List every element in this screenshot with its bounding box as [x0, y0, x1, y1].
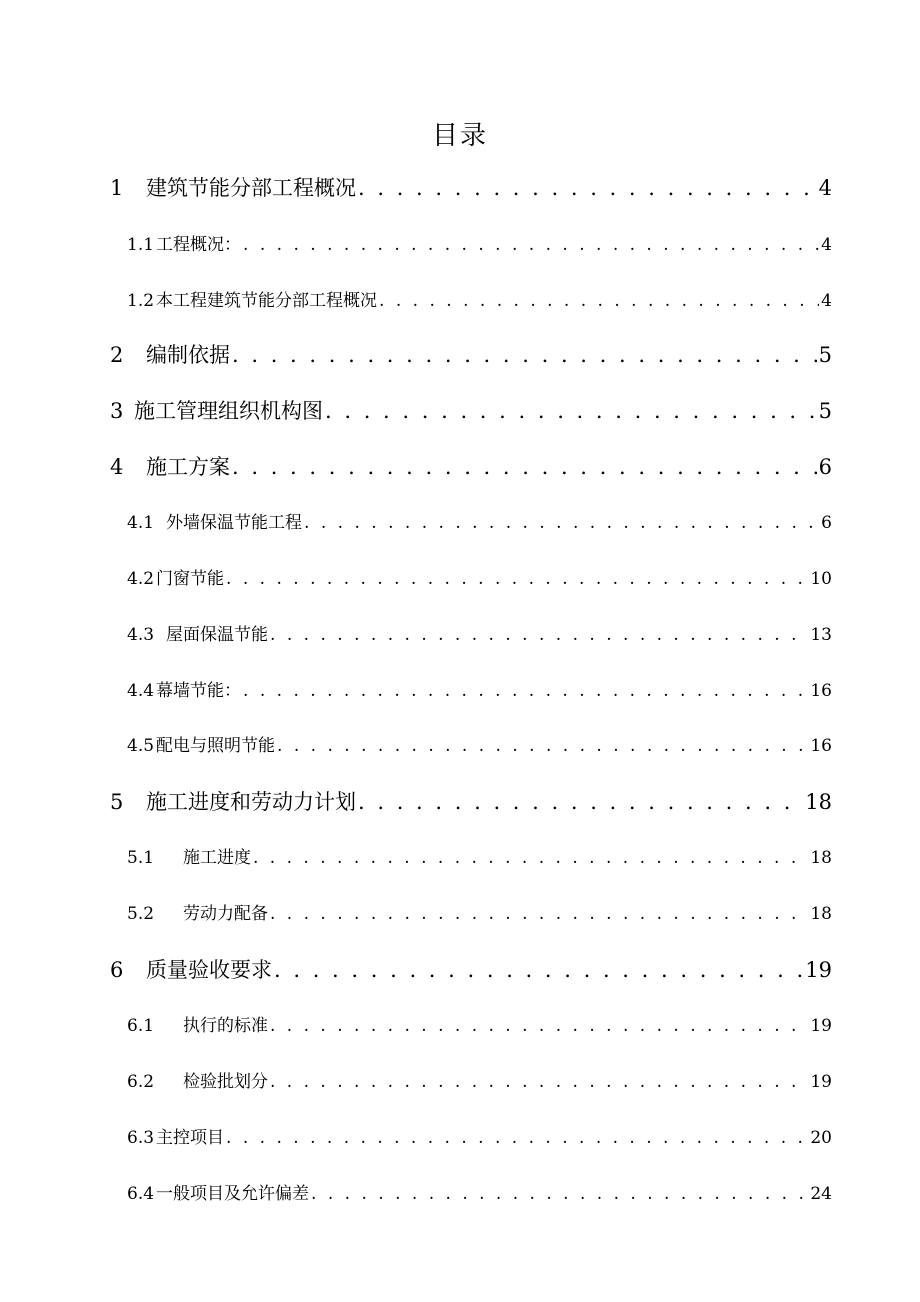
toc-entry-text: 施工管理组织机构图: [134, 399, 323, 423]
toc-leader-dots: [270, 1072, 808, 1092]
toc-entry-page: 18: [810, 848, 832, 868]
toc-leader-dots: [358, 176, 817, 200]
toc-entry-number: 4.1: [127, 513, 155, 533]
toc-entry[interactable]: [110, 172, 832, 202]
toc-entry[interactable]: [110, 786, 832, 816]
toc-entry-text: 编制依据: [146, 343, 230, 367]
toc-entry[interactable]: [127, 676, 832, 702]
toc-leader-dots: [232, 455, 817, 479]
toc-leader-dots: [270, 1016, 808, 1036]
toc-entry[interactable]: [110, 339, 832, 369]
toc-entry[interactable]: [127, 1123, 832, 1149]
toc-entry-text: 配电与照明节能: [156, 736, 276, 756]
toc-entry[interactable]: [127, 230, 832, 256]
toc-leader-dots: [243, 235, 819, 255]
toc-leader-dots: [274, 958, 803, 982]
toc-entry-text: 质量验收要求: [146, 958, 272, 982]
toc-entry-number: 6: [110, 958, 124, 982]
toc-entry-page: 19: [810, 1016, 832, 1036]
toc-entry-text: 执行的标准: [183, 1016, 268, 1036]
toc-entry-number: 5.2: [127, 904, 155, 924]
toc-entry-number: 6.1: [127, 1016, 155, 1036]
toc-entry-text: 外墙保温节能工程: [166, 513, 303, 533]
toc-entry-number: 1.1: [127, 235, 155, 255]
toc-leader-dots: [226, 569, 808, 589]
toc-leader-dots: [253, 848, 808, 868]
toc-entry-number: 4.5: [127, 736, 155, 756]
toc-entry[interactable]: [127, 731, 832, 757]
toc-entry-page: 4: [821, 291, 832, 311]
toc-entry-page: 5: [818, 343, 832, 367]
toc-entry-page: 5: [818, 399, 832, 423]
toc-leader-dots: [304, 513, 819, 533]
toc-entry-page: 19: [805, 958, 832, 982]
toc-entry-page: 6: [818, 455, 832, 479]
toc-entry-number: 6.2: [127, 1072, 155, 1092]
toc-entry-page: 18: [810, 904, 832, 924]
toc-entry-page: 10: [810, 569, 832, 589]
toc-entry-number: 2: [110, 343, 124, 367]
toc-entry[interactable]: [127, 620, 832, 646]
toc-entry-page: 16: [810, 681, 832, 701]
toc-entry-number: 4: [110, 455, 124, 479]
toc-entry-page: 16: [810, 736, 832, 756]
toc-entry-number: 4.3: [127, 625, 155, 645]
toc-entry-number: 4.2: [127, 569, 155, 589]
toc-entry[interactable]: [127, 564, 832, 590]
toc-entry-text: 门窗节能: [156, 569, 225, 589]
toc-entry[interactable]: [127, 1179, 832, 1205]
toc-entry-text: 一般项目及允许偏差: [156, 1184, 310, 1204]
toc-leader-dots: [358, 790, 803, 814]
toc-entry[interactable]: [110, 954, 832, 984]
toc-entry-text: 幕墙节能：: [156, 681, 242, 701]
toc-entry-text: 劳动力配备: [183, 904, 268, 924]
toc-entry-text: 本工程建筑节能分部工程概况: [156, 291, 378, 311]
toc-entry-text: 施工方案: [146, 455, 230, 479]
toc-entry-page: 4: [821, 235, 832, 255]
toc-entry-text: 检验批划分: [183, 1072, 268, 1092]
toc-leader-dots: [270, 625, 808, 645]
toc-entry-number: 6.4: [127, 1184, 155, 1204]
toc-entry[interactable]: [127, 899, 832, 925]
toc-leader-dots: [243, 681, 808, 701]
toc-leader-dots: [226, 1128, 808, 1148]
toc-entry-number: 4.4: [127, 681, 155, 701]
toc-entry-page: 19: [810, 1072, 832, 1092]
toc-entry-page: 6: [821, 513, 832, 533]
toc-entry[interactable]: [127, 1011, 832, 1037]
toc-entry-text: 施工进度和劳动力计划: [146, 790, 356, 814]
toc-entry-number: 3: [110, 399, 124, 423]
toc-entry[interactable]: [110, 451, 832, 481]
toc-entry-number: 1: [110, 176, 124, 200]
toc-leader-dots: [311, 1184, 808, 1204]
toc-entry-page: 4: [818, 176, 832, 200]
toc-entry-text: 建筑节能分部工程概况: [146, 176, 356, 200]
toc-entry-number: 5: [110, 790, 124, 814]
toc-entry-text: 工程概况：: [156, 235, 242, 255]
toc-entry-text: 屋面保温节能: [166, 625, 269, 645]
toc-leader-dots: [270, 904, 808, 924]
toc-leader-dots: [379, 291, 819, 311]
toc-entry[interactable]: [127, 1067, 832, 1093]
toc-entry-number: 6.3: [127, 1128, 155, 1148]
toc-leader-dots: [277, 736, 808, 756]
toc-entry-page: 20: [810, 1128, 832, 1148]
toc-title: 目录: [431, 121, 488, 151]
toc-entry-page: 24: [810, 1184, 832, 1204]
toc-entry[interactable]: [127, 286, 832, 312]
toc-entry[interactable]: [127, 508, 832, 534]
toc-entry-text: 施工进度: [183, 848, 251, 868]
toc-entry-text: 主控项目: [156, 1128, 225, 1148]
toc-entry[interactable]: [127, 843, 832, 869]
toc-entry-number: 1.2: [127, 291, 155, 311]
toc-entry-number: 5.1: [127, 848, 155, 868]
toc-leader-dots: [232, 343, 817, 367]
toc-entry-page: 18: [805, 790, 832, 814]
toc-entry[interactable]: [110, 395, 832, 425]
toc-entry-page: 13: [810, 625, 832, 645]
toc-leader-dots: [325, 399, 817, 423]
